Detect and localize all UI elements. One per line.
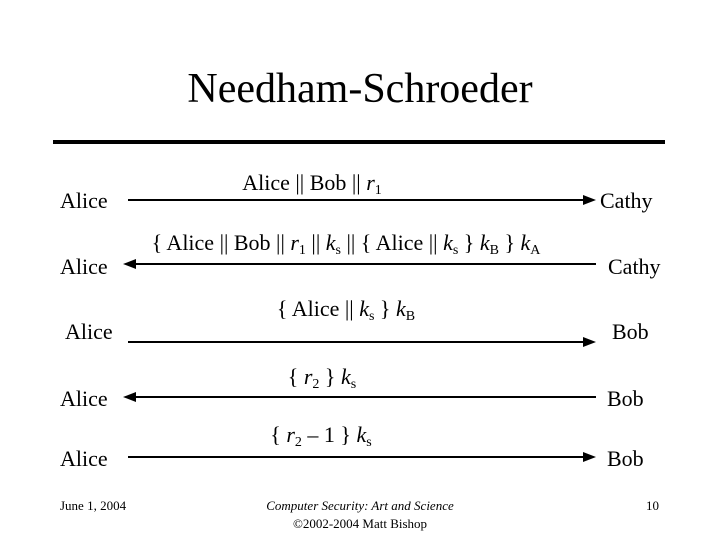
step-3-left-party: Alice [65,319,113,344]
message-text: – 1 } [301,422,357,447]
message-variable: k [340,364,351,389]
step-1-right-party: Cathy [600,188,653,213]
footer-page-number: 10 [646,498,659,513]
message-subscript: B [405,309,416,324]
slide-title: Needham-Schroeder [187,66,533,112]
message-text: { [270,422,287,447]
message-subscript: s [366,435,372,450]
message-variable: r [286,422,295,447]
footer-course-title: Computer Security: Art and Science [266,498,454,513]
message-subscript: A [530,243,541,258]
step-5-arrow [128,451,598,463]
step-1-message [242,170,382,198]
message-text: || { Alice || [340,230,444,255]
step-1-arrow [128,194,598,206]
step-2-message [151,230,541,258]
step-2-left-party: Alice [60,254,108,279]
step-5-right-party: Bob [607,446,644,471]
message-variable: k [325,230,336,255]
footer-copyright: ©2002-2004 Matt Bishop [292,515,428,531]
message-variable: r [303,364,313,389]
message-subscript: 1 [298,243,306,258]
message-text: } [319,364,341,389]
message-text: { Alice || Bob || [151,230,291,255]
step-2-right-party: Cathy [608,254,661,279]
message-subscript: 2 [312,377,320,392]
message-subscript: s [452,243,459,258]
message-text: } [498,230,521,255]
step-4-right-party: Bob [607,386,644,411]
message-text: || [305,230,326,255]
message-variable: k [479,230,490,255]
step-4-message [287,364,357,392]
message-subscript: s [368,309,375,324]
step-5-left-party: Alice [60,446,108,471]
step-4-arrow [121,391,596,403]
message-variable: k [395,296,406,321]
message-subscript: s [335,243,341,258]
step-1-left-party: Alice [60,188,108,213]
message-variable: k [356,422,367,447]
step-4-left-party: Alice [60,386,108,411]
step-3-right-party: Bob [612,319,649,344]
message-text: Alice || Bob || [242,170,367,195]
title-underline [53,140,665,144]
message-text: } [458,230,480,255]
footer-credit [0,497,720,532]
message-variable: k [520,230,531,255]
message-variable: r [290,230,299,255]
message-text: { [287,364,304,389]
step-5-message [270,422,372,450]
message-subscript: 1 [374,183,382,198]
footer-date: June 1, 2004 [60,498,127,513]
message-subscript: B [489,243,499,258]
message-variable: k [443,230,453,255]
step-3-arrow [128,336,598,348]
message-text: } [374,296,396,321]
message-variable: r [366,170,375,195]
step-3-message [276,296,416,324]
message-text: { Alice || [276,296,360,321]
step-2-arrow [121,258,596,270]
message-subscript: s [350,377,357,392]
message-subscript: 2 [294,435,302,450]
message-variable: k [359,296,369,321]
